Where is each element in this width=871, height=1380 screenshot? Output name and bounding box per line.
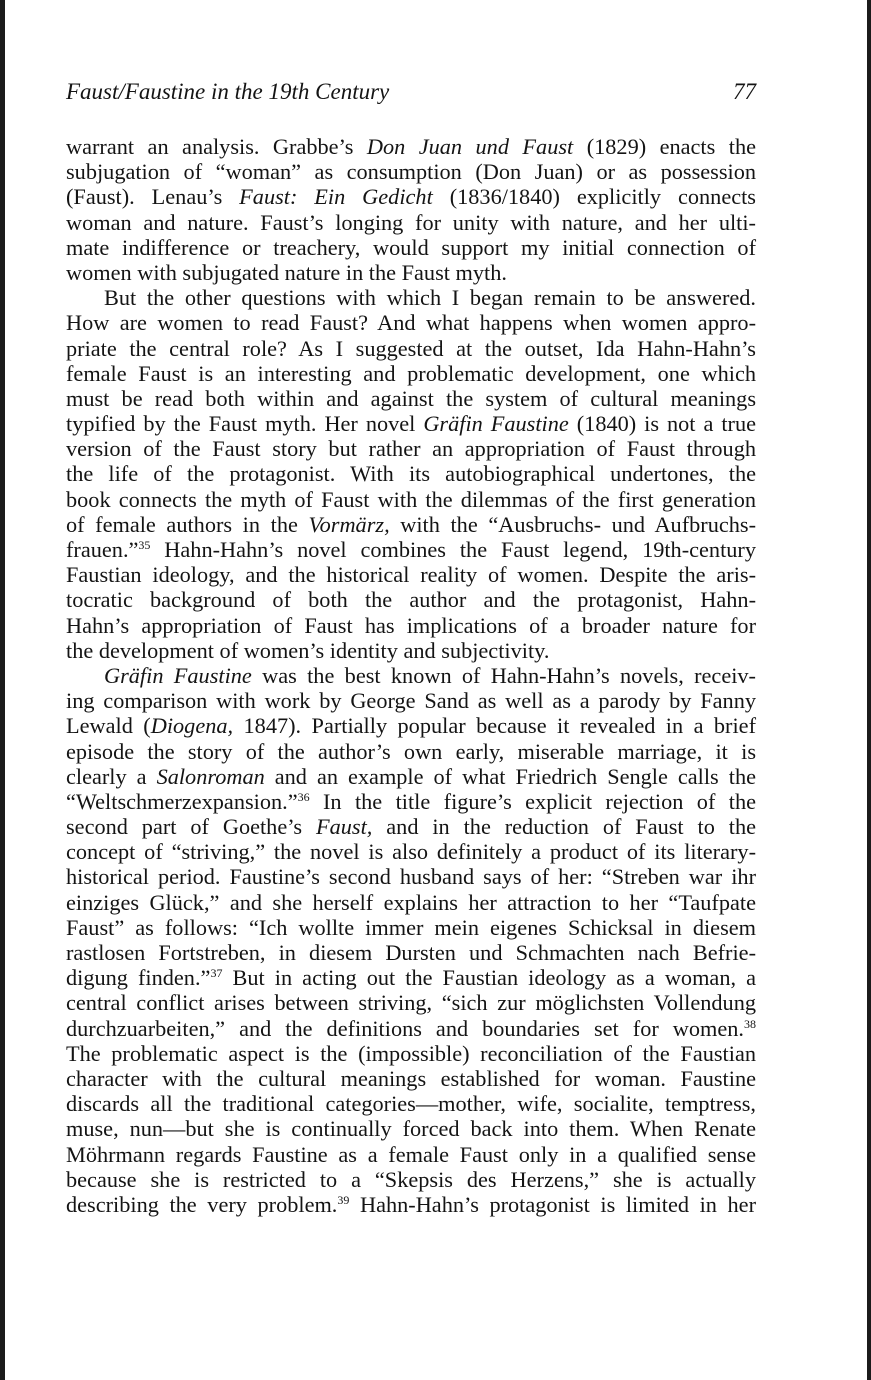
italic-title: Don Juan und Faust bbox=[366, 134, 574, 159]
text-segment: women with subjugated nature in the Faust myth. bbox=[66, 259, 507, 285]
text-segment: 1847). Partially popular because it revealed in a brief bbox=[233, 713, 756, 739]
italic-title: Gräfin Faustine bbox=[104, 662, 252, 688]
italic-title: Vormärz, bbox=[308, 511, 390, 537]
text-segment: digung finden.” bbox=[66, 965, 211, 991]
text-line bbox=[66, 487, 756, 512]
text-line bbox=[66, 184, 756, 209]
text-line bbox=[66, 1091, 756, 1116]
text-segment: concept of “striving,” the novel is also definitely a product of its literary- bbox=[66, 839, 756, 865]
text-line bbox=[66, 411, 756, 436]
text-line bbox=[66, 260, 756, 285]
text-segment: But the other questions with which I began remain to be answered. bbox=[104, 285, 756, 311]
footnote-marker: 37 bbox=[210, 966, 223, 981]
running-title: Faust/Faustine in the 19th Century bbox=[66, 79, 390, 104]
text-line bbox=[66, 336, 756, 361]
text-segment: central conflict arises between striving, “sich zur möglichsten Vollendung bbox=[66, 990, 756, 1016]
text-segment: typified by the Faust myth. Her novel bbox=[66, 411, 424, 437]
body-text bbox=[66, 134, 756, 1217]
scan-edge-left bbox=[0, 0, 5, 1380]
text-segment: character with the cultural meanings established for woman. Faustine bbox=[66, 1065, 756, 1091]
text-line bbox=[66, 789, 756, 814]
text-segment: the development of women’s identity and subjectivity. bbox=[66, 637, 550, 663]
text-segment: because she is restricted to a “Skepsis des Herzens,” she is actually bbox=[66, 1166, 756, 1192]
text-line bbox=[66, 1116, 756, 1141]
scan-edge-right bbox=[867, 0, 871, 1380]
text-line bbox=[66, 537, 756, 562]
text-line bbox=[66, 1192, 756, 1217]
text-segment: and an example of what Friedrich Sengle calls the bbox=[264, 763, 756, 789]
text-segment: version of the Faust story but rather an appropriation of Faust through bbox=[66, 436, 756, 462]
text-segment: clearly a bbox=[66, 763, 157, 789]
text-line bbox=[66, 562, 756, 587]
italic-title: Gräfin Faustine bbox=[423, 411, 569, 437]
running-header bbox=[66, 76, 756, 110]
text-segment: einziges Glück,” and she herself explains her attraction to her “Taufpate bbox=[66, 889, 756, 915]
text-line bbox=[66, 613, 756, 638]
italic-title: Faust, bbox=[316, 814, 373, 840]
text-line bbox=[66, 1016, 756, 1041]
text-segment: must be read both within and against the system of cultural meanings bbox=[66, 385, 756, 411]
text-line bbox=[66, 134, 756, 159]
text-line bbox=[66, 990, 756, 1015]
italic-title: Diogena, bbox=[150, 713, 234, 739]
text-segment: was the best known of Hahn-Hahn’s novels, receiv- bbox=[251, 662, 756, 688]
text-line bbox=[66, 587, 756, 612]
text-segment: Faustian ideology, and the historical reality of women. Despite the aris- bbox=[66, 562, 756, 588]
text-line bbox=[66, 1167, 756, 1192]
text-segment: ing comparison with work by George Sand as well as a parody by Fanny bbox=[66, 688, 756, 714]
text-line bbox=[66, 285, 756, 310]
italic-title: Salonroman bbox=[156, 763, 265, 789]
text-segment: of female authors in the bbox=[66, 511, 309, 537]
text-line bbox=[66, 361, 756, 386]
text-segment: (Faust). Lenau’s bbox=[66, 184, 240, 210]
footnote-marker: 35 bbox=[138, 538, 151, 552]
text-segment: and in the reduction of Faust to the bbox=[372, 814, 756, 840]
text-line bbox=[66, 915, 756, 940]
text-segment: Lewald ( bbox=[66, 713, 151, 739]
text-segment: Hahn-Hahn’s protagonist is limited in her bbox=[349, 1191, 756, 1217]
text-segment: female Faust is an interesting and problematic development, one which bbox=[66, 360, 756, 386]
text-line bbox=[66, 663, 756, 688]
text-segment: Möhrmann regards Faustine as a female Faust only in a qualified sense bbox=[66, 1141, 756, 1167]
footnote-marker: 36 bbox=[297, 789, 310, 804]
text-line bbox=[66, 814, 756, 839]
text-line bbox=[66, 864, 756, 889]
text-segment: (1840) is not a true bbox=[568, 411, 756, 437]
text-segment: durchzuarbeiten,” and the definitions and boundaries set for women. bbox=[66, 1015, 744, 1041]
text-segment: Hahn-Hahn’s novel combines the Faust legend, 19th-century bbox=[150, 537, 756, 562]
text-segment: subjugation of “woman” as consumption (Don Juan) or as possession bbox=[66, 159, 756, 185]
footnote-marker: 39 bbox=[337, 1192, 350, 1207]
text-segment: (1829) enacts the bbox=[573, 134, 757, 159]
text-line bbox=[66, 965, 756, 990]
text-line bbox=[66, 764, 756, 789]
text-segment: the life of the protagonist. With its autobiographical undertones, the bbox=[66, 461, 756, 487]
text-segment: Hahn’s appropriation of Faust has implications of a broader nature for bbox=[66, 612, 756, 638]
text-segment: tocratic background of both the author and the protagonist, Hahn- bbox=[66, 587, 756, 613]
text-segment: historical period. Faustine’s second husband says of her: “Streben war ihr bbox=[66, 864, 756, 890]
text-line bbox=[66, 210, 756, 235]
text-segment: In the title figure’s explicit rejection of the bbox=[309, 788, 756, 814]
text-line bbox=[66, 1142, 756, 1167]
text-segment: book connects the myth of Faust with the dilemmas of the first generation bbox=[66, 486, 756, 512]
text-line bbox=[66, 839, 756, 864]
text-segment: But in acting out the Faustian ideology as a woman, a bbox=[222, 965, 757, 991]
footnote-marker: 38 bbox=[744, 1016, 756, 1031]
text-line bbox=[66, 1041, 756, 1066]
text-line bbox=[66, 940, 756, 965]
text-line bbox=[66, 159, 756, 184]
text-segment: frauen.” bbox=[66, 537, 139, 562]
text-segment: describing the very problem. bbox=[66, 1191, 338, 1217]
text-segment: discards all the traditional categories—mother, wife, socialite, temptress, bbox=[66, 1091, 756, 1117]
italic-title: Faust: Ein Gedicht bbox=[239, 184, 433, 210]
text-line bbox=[66, 512, 756, 537]
text-segment: How are women to read Faust? And what happens when women appro- bbox=[66, 310, 756, 336]
text-segment: rastlosen Fortstreben, in diesem Dursten und Schmachten nach Befrie- bbox=[66, 940, 756, 965]
text-segment: The problematic aspect is the (impossible) reconciliation of the Faustian bbox=[66, 1040, 756, 1066]
text-segment: mate indifference or treachery, would support my initial connection of bbox=[66, 234, 756, 260]
text-segment: episode the story of the author’s own early, miserable marriage, it is bbox=[66, 738, 756, 764]
text-segment: Faust” as follows: “Ich wollte immer mein eigenes Schicksal in diesem bbox=[66, 914, 756, 940]
text-line bbox=[66, 386, 756, 411]
text-line bbox=[66, 739, 756, 764]
text-line bbox=[66, 461, 756, 486]
text-line bbox=[66, 638, 756, 663]
text-segment: priate the central role? As I suggested at the outset, Ida Hahn-Hahn’s bbox=[66, 335, 756, 361]
text-line bbox=[66, 436, 756, 461]
text-line bbox=[66, 1066, 756, 1091]
text-segment: “Weltschmerzexpansion.” bbox=[66, 788, 298, 814]
page-number: 77 bbox=[733, 79, 756, 104]
text-segment: muse, nun—but she is continually forced back into them. When Renate bbox=[66, 1116, 756, 1142]
text-segment: woman and nature. Faust’s longing for unity with nature, and her ulti- bbox=[66, 209, 756, 235]
text-line bbox=[66, 235, 756, 260]
text-segment: (1836/1840) explicitly connects bbox=[432, 184, 756, 210]
text-segment: with the “Ausbruchs- und Aufbruchs- bbox=[389, 511, 756, 537]
text-segment: warrant an analysis. Grabbe’s bbox=[66, 134, 367, 159]
text-line bbox=[66, 890, 756, 915]
text-line bbox=[66, 713, 756, 738]
text-segment: second part of Goethe’s bbox=[66, 814, 316, 840]
text-line bbox=[66, 688, 756, 713]
text-line bbox=[66, 310, 756, 335]
